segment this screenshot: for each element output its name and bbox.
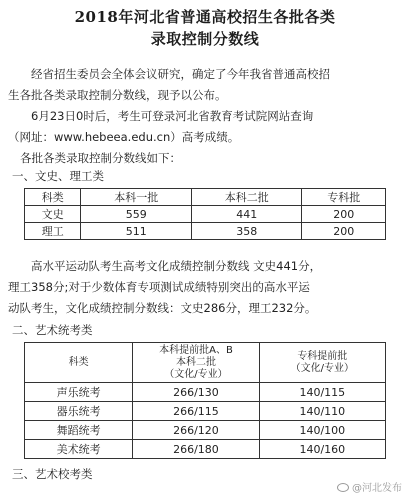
table-cell: 理工: [25, 223, 81, 240]
table-cell: 266/180: [133, 440, 259, 459]
table-header-cell: [133, 343, 259, 383]
table-row: [25, 223, 386, 240]
table-header-cell: [259, 343, 385, 383]
section-heading-3: 三、艺术校考类: [12, 467, 93, 481]
header-line: （文化/专业）: [290, 362, 354, 374]
table-row: [25, 440, 386, 459]
table-cell: 266/120: [133, 421, 259, 440]
table-row: [25, 421, 386, 440]
table-header-cell: 本科二批: [191, 189, 302, 206]
paragraph-query-line-1: 6月23日0时后，考生可登录河北省教育考试院网站查询: [8, 109, 314, 123]
paragraph-intro-line-1: 经省招生委员会全体会议研究，确定了今年我省普通高校招: [8, 67, 330, 81]
table-row: [25, 206, 386, 223]
table-wenshi-ligong: [24, 188, 386, 240]
document-title-line-2: 录取控制分数线: [150, 30, 260, 48]
table-cell: 358: [191, 223, 302, 240]
table-cell: 140/160: [259, 440, 385, 459]
table-cell: 266/115: [133, 402, 259, 421]
watermark-text: @河北发布: [352, 483, 402, 494]
table-cell: 声乐统考: [25, 383, 133, 402]
section-heading-2: 二、艺术统考类: [12, 323, 93, 337]
table-row: [25, 402, 386, 421]
weibo-watermark: [337, 479, 402, 494]
table-header-row: [25, 343, 386, 383]
table-cell: 200: [302, 206, 386, 223]
table-header-cell: 科类: [25, 189, 81, 206]
table-row: [25, 383, 386, 402]
header-line: 专科提前批: [297, 350, 348, 362]
weibo-icon: [337, 483, 349, 492]
intro-line: 各批各类录取控制分数线如下：: [20, 151, 181, 165]
table-cell: 文史: [25, 206, 81, 223]
header-line: 本科二批: [175, 356, 216, 368]
table-cell: 140/115: [259, 383, 385, 402]
paragraph-intro-line-2: 生各批各类录取控制分数线，现予以公布。: [8, 88, 227, 102]
table-cell: 舞蹈统考: [25, 421, 133, 440]
paragraph-sports: [8, 256, 404, 319]
table-cell: 美术统考: [25, 440, 133, 459]
table-cell: 559: [81, 206, 192, 223]
table-cell: 器乐统考: [25, 402, 133, 421]
document-title-line-1: 2018年河北省普通高校招生各批各类: [74, 8, 336, 26]
table-cell: 511: [81, 223, 192, 240]
table-cell: 266/130: [133, 383, 259, 402]
table-header-cell: 专科批: [302, 189, 386, 206]
paragraph-sports-line-3: 动队考生，文化成绩控制分数线：文史286分，理工232分。: [8, 301, 317, 315]
paragraph-sports-line-1: 高水平运动队考生高考文化成绩控制分数线 文史441分，: [8, 259, 322, 273]
paragraph-sports-line-2: 理工358分;对于少数体育专项测试成绩特别突出的高水平运: [8, 280, 310, 294]
table-header-cell: 本科一批: [81, 189, 192, 206]
table-art-unified: [24, 342, 386, 459]
table-cell: 441: [191, 206, 302, 223]
paragraph-query-line-2: （网址：www.hebeea.edu.cn）高考成绩。: [8, 130, 240, 144]
table-cell: 140/100: [259, 421, 385, 440]
header-line: （文化/专业）: [164, 368, 228, 380]
table-cell: 200: [302, 223, 386, 240]
section-heading-1: 一、文史、理工类: [12, 169, 104, 183]
table-header-cell: 科类: [25, 343, 133, 383]
header-line: 本科提前批A、B: [159, 344, 233, 356]
table-cell: 140/110: [259, 402, 385, 421]
paragraph-intro: [8, 64, 404, 148]
table-header-row: [25, 189, 386, 206]
